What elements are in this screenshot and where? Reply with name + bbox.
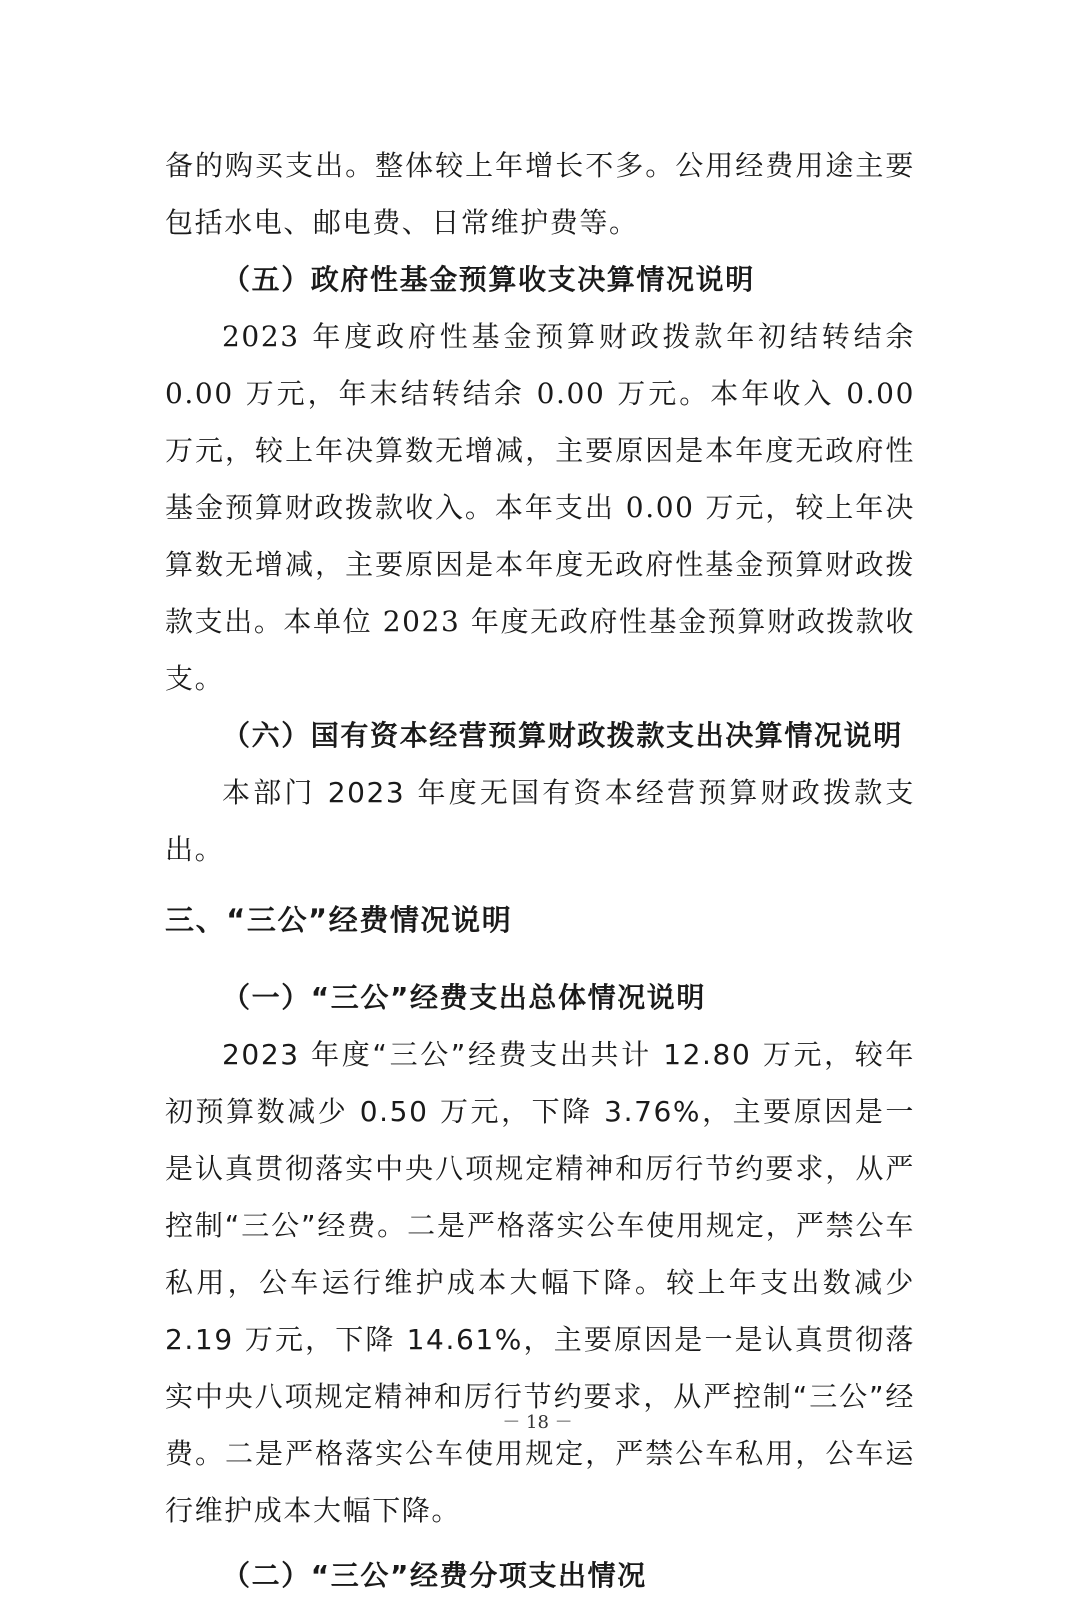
section-heading-3-2: （二）“三公”经费分项支出情况	[222, 1559, 647, 1592]
page-number: － 18 －	[502, 1412, 573, 1433]
section-heading-5: （五）政府性基金预算收支决算情况说明	[222, 263, 755, 296]
section-heading-3-1: （一）“三公”经费支出总体情况说明	[222, 981, 707, 1014]
document-body	[165, 137, 915, 1604]
paragraph-section-3-1: 2023 年度“三公”经费支出共计 12.80 万元，较年初预算数减少 0.50 万元，下降 3.76%，主要原因是一是认真贯彻落实中央八项规定精神和厉行节约要求，从严控制“三公”经费。二是严格落实公车使用规定，严禁公车私用，公车运行维护成本大幅下降。较上年支出数减少 2.19 万元，下降 14.61%，主要原因是一是认真贯彻落实中央八项规定精神和厉行节约要求，从严控制“三公”经费。二是严格落实公车使用规定，严禁公车私用，公车运行维护成本大幅下降。	[165, 1038, 915, 1527]
section-heading-6: （六）国有资本经营预算财政拨款支出决算情况说明	[222, 719, 903, 752]
chapter-heading-3: 三、“三公”经费情况说明	[165, 903, 513, 937]
paragraph-continuation: 备的购买支出。整体较上年增长不多。公用经费用途主要包括水电、邮电费、日常维护费等。	[165, 149, 915, 239]
paragraph-section-6: 本部门 2023 年度无国有资本经营预算财政拨款支出。	[165, 776, 915, 866]
paragraph-section-5: 2023 年度政府性基金预算财政拨款年初结转结余 0.00 万元，年末结转结余 0.00 万元。本年收入 0.00 万元，较上年决算数无增减，主要原因是本年度无政府性基金预算财政拨款收入。本年支出 0.00 万元，较上年决算数无增减，主要原因是本年度无政府性基金预算财政拨款支出。本单位 2023 年度无政府性基金预算财政拨款收支。	[165, 320, 915, 695]
